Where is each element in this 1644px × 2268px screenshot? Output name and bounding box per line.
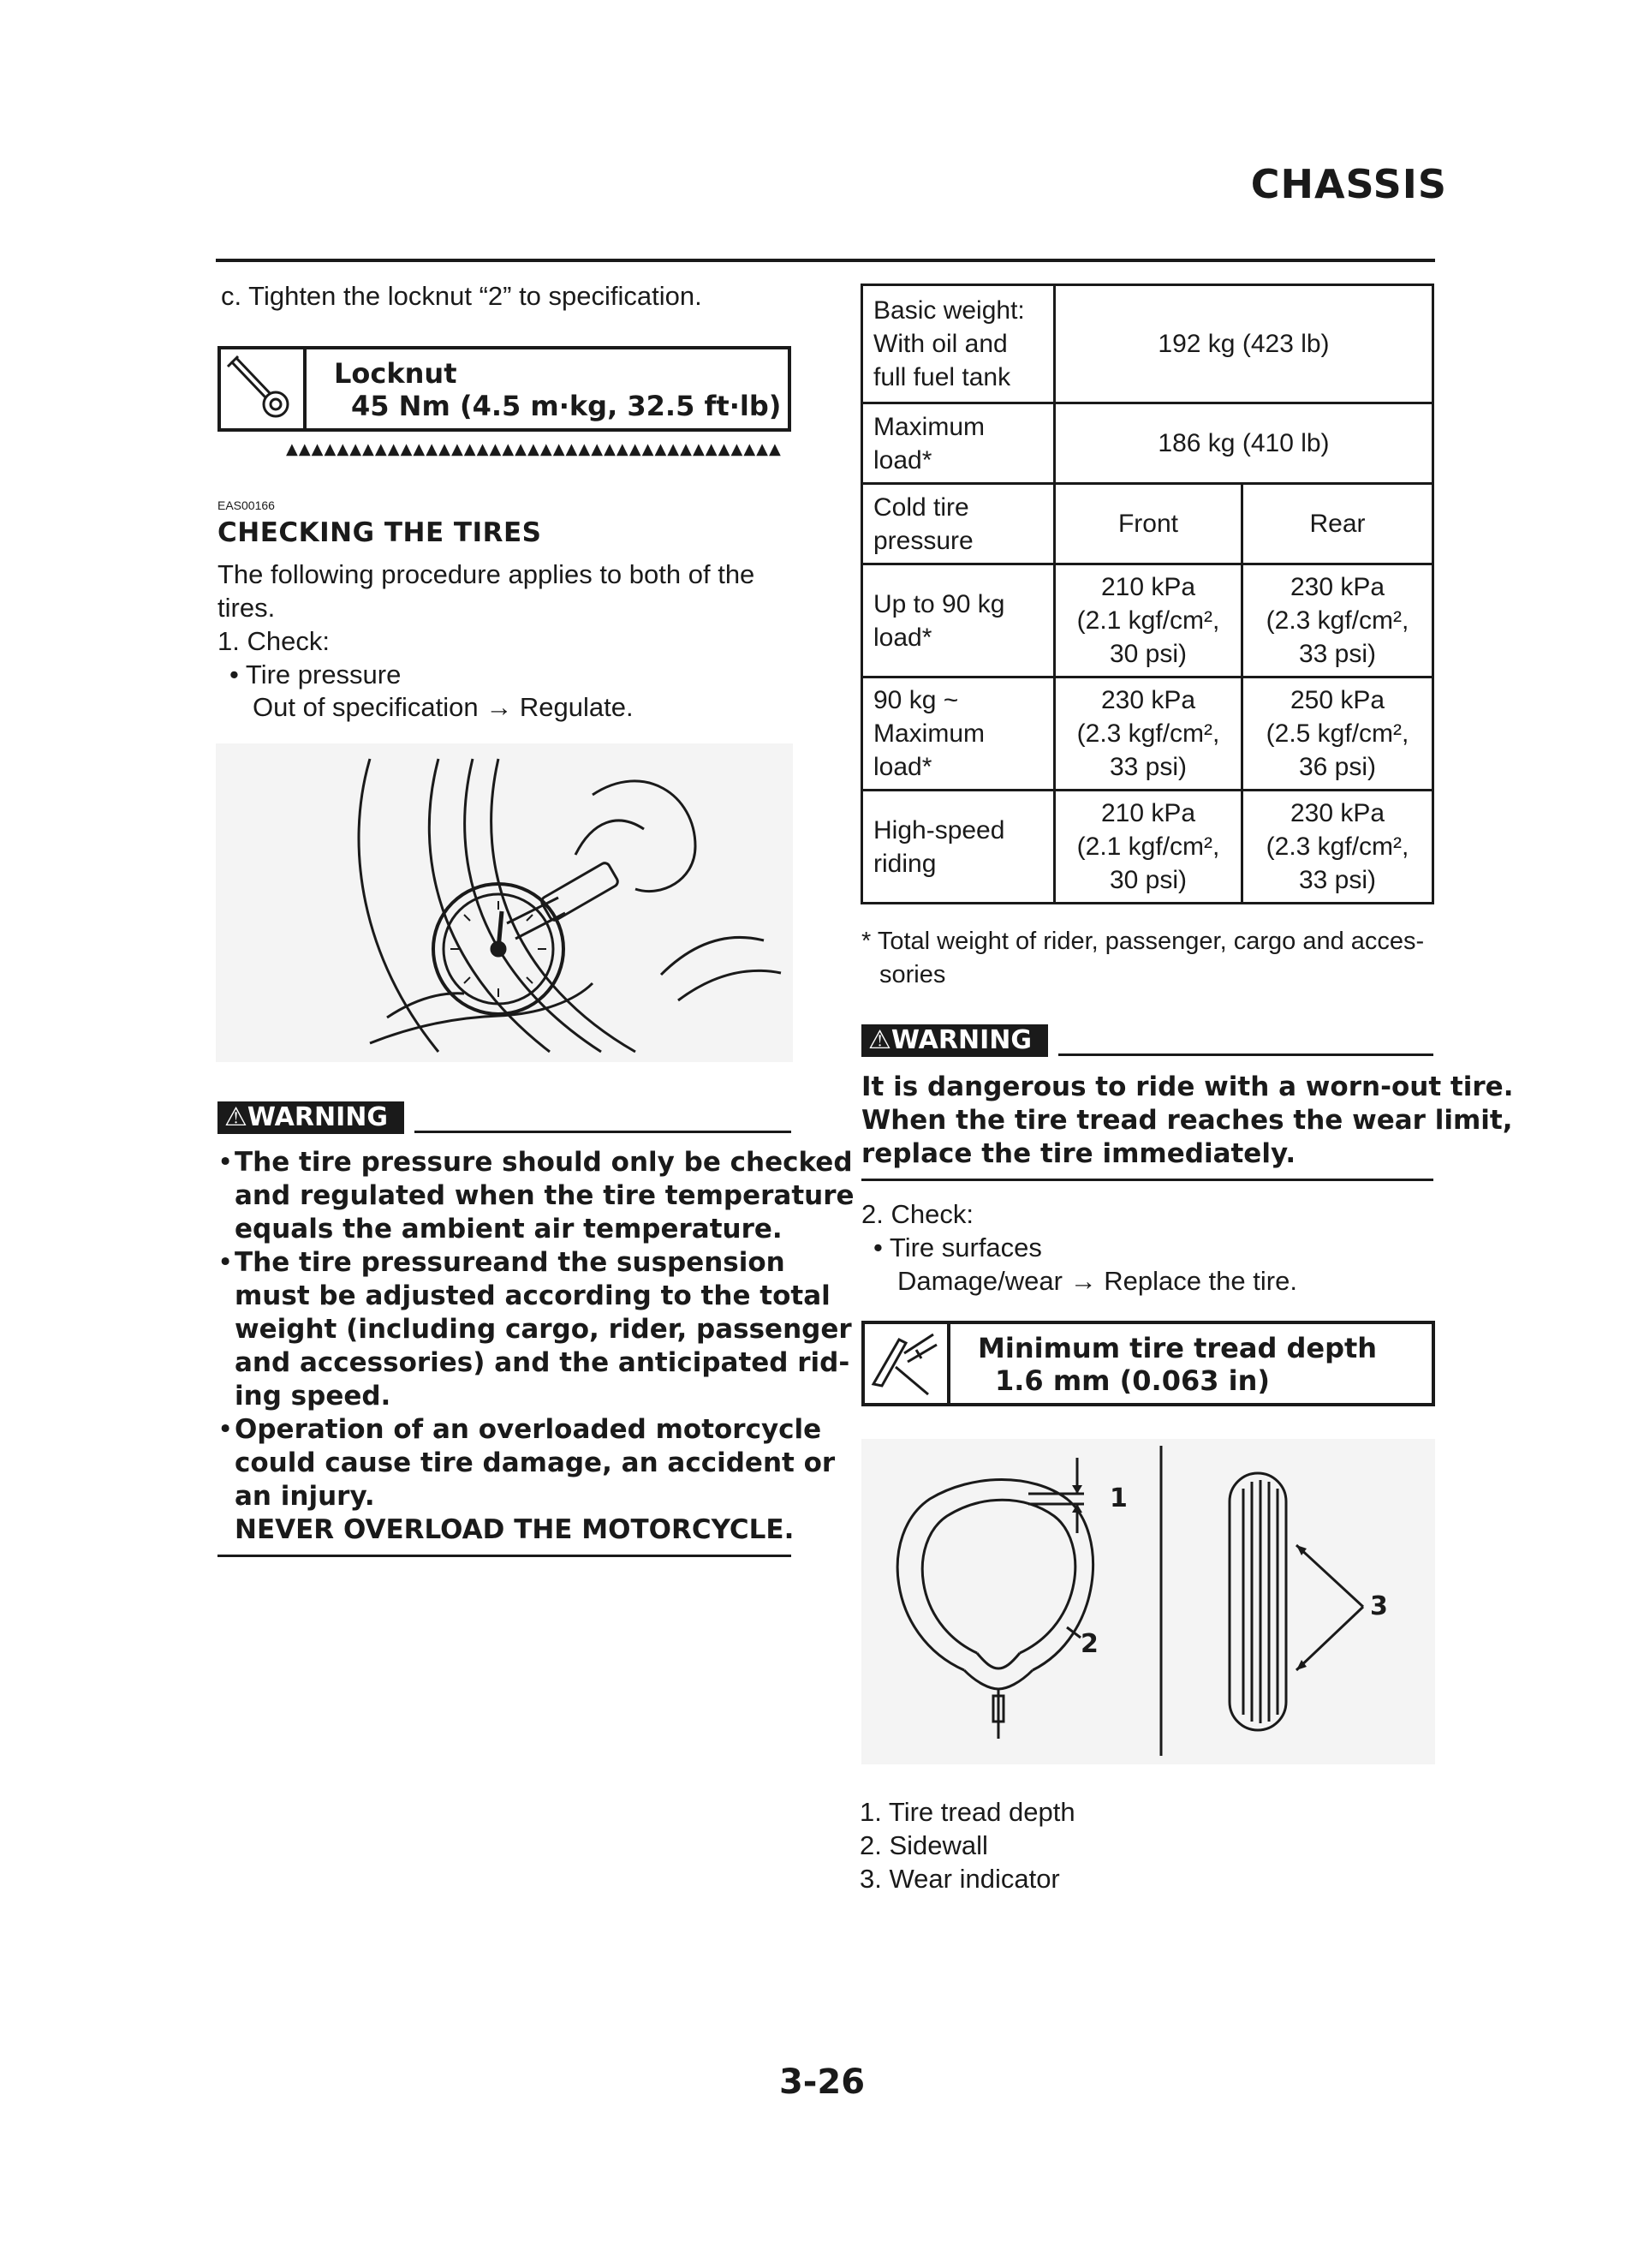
left-warning-line: and accessories) and the anticipated rid- [235,1347,850,1378]
cell-text: 30 psi) [1109,866,1188,894]
step-1-action: Out of specification → Regulate. [253,692,634,722]
right-warning-text: WARNING [890,1025,1032,1055]
table-header-rear: Rear [1242,484,1433,564]
tire-tread-illustration [861,1439,1435,1764]
right-warning-body [861,1071,1513,1171]
legend-item: 2. Sidewall [860,1830,988,1860]
locknut-spec-label: Locknut [334,357,457,390]
chapter-title: CHASSIS [1250,161,1447,207]
page-number: 3-26 [778,2062,866,2102]
legend-list [860,1795,1075,1895]
step-1-text: 1. Check: [217,626,330,656]
cell-text: With oil and [873,330,1008,358]
table-row [862,677,1433,791]
callout-1: 1 [1110,1483,1128,1513]
cell-text: load* [873,623,932,652]
cell-text: 250 kPa [1290,686,1385,714]
header-rule [216,259,1435,262]
pressure-gauge-illustration [216,743,793,1062]
cell-text: load* [873,445,932,474]
table-row [862,403,1433,484]
cell-text: load* [873,753,932,781]
right-warning-line: replace the tire immediately. [861,1138,1296,1169]
table-cell [862,564,1055,677]
cell-text: 230 kPa [1100,686,1196,714]
cell-text: 33 psi) [1298,866,1377,894]
tread-spec-value: 1.6 mm (0.063 in) [995,1364,1271,1397]
cell-text: High-speed [873,815,1005,845]
cell-text: 210 kPa [1100,573,1196,601]
warning-triangle-icon: ⚠ [224,1102,247,1132]
callout-2: 2 [1081,1629,1099,1659]
locknut-spec-box [217,346,791,432]
cell-text: 90 kg ~ [873,686,959,714]
table-cell [862,403,1055,484]
section-title: CHECKING THE TIRES [217,517,542,548]
table-footnote-line-2: sories [879,961,946,988]
left-warning-line: must be adjusted according to the total [235,1280,831,1311]
intro-line-2: tires. [217,593,276,623]
cell-text: 210 kPa [1100,799,1196,827]
table-row [862,484,1433,564]
cell-text: full fuel tank [873,363,1011,391]
step-2-action: Damage/wear → Replace the tire. [897,1266,1297,1296]
left-warning-line: The tire pressureand the suspension [235,1247,785,1278]
step-c-text: c. Tighten the locknut “2” to specification. [221,281,702,311]
tire-spec-table [861,284,1434,904]
table-cell [862,677,1055,791]
step-1-item: • Tire pressure [229,660,402,689]
cell-text: (2.3 kgf/cm², [1266,606,1409,635]
cell-text: (2.1 kgf/cm², [1076,833,1220,861]
right-warning-label [861,1024,1048,1057]
left-warning-line: The tire pressure should only be checked [235,1147,853,1178]
left-warning-line: equals the ambient air temperature. [235,1214,783,1244]
left-warning-line: NEVER OVERLOAD THE MOTORCYCLE. [235,1514,795,1545]
cell-text: Maximum [873,719,986,748]
table-cell [862,791,1055,904]
cell-text: riding [873,849,937,878]
cell-text: pressure [873,526,974,555]
right-warning-bottom-rule [861,1179,1433,1181]
table-cell [1055,677,1242,791]
step-2-text: 2. Check: [861,1199,974,1229]
legend-item: 1. Tire tread depth [860,1797,1075,1827]
cell-text: 30 psi) [1109,640,1188,668]
table-cell [1242,677,1433,791]
left-warning-header-rule [414,1131,791,1133]
table-cell: 186 kg (410 lb) [1055,403,1433,484]
table-footnote-line-1: * Total weight of rider, passenger, cargo and acces- [861,928,1425,955]
table-cell: 192 kg (423 lb) [1055,285,1433,403]
cell-text: 33 psi) [1298,640,1377,668]
cell-text: Maximum [873,412,986,441]
tread-spec-box [861,1321,1435,1406]
left-warning-bottom-rule [217,1555,791,1557]
section-code: EAS00166 [217,498,275,512]
table-cell [862,484,1055,564]
left-warning-body: • The tire pressure should only be checked and regulated when the tire temperature equals the ambient air temperature. • The tire pressureand the suspension must be adjusted according to the total weight (including cargo, rider, passenger and accessories) and the anticipated rid- ing speed. • Operation of an overloaded motorcycle could cause tire damage, an accident or an injury. NEVER OVERLOAD THE MOTORCYCLE. [217,1147,855,1545]
cell-text: 230 kPa [1290,799,1385,827]
callout-3: 3 [1370,1591,1388,1621]
cell-text: (2.3 kgf/cm², [1266,833,1409,861]
table-cell [862,285,1055,403]
cell-text: Up to 90 kg [873,589,1005,618]
table-row [862,791,1433,904]
table-header-front: Front [1055,484,1242,564]
cell-text: 36 psi) [1298,753,1377,781]
left-warning-line: weight (including cargo, rider, passenger [235,1314,852,1345]
table-row [862,564,1433,677]
right-warning-line: It is dangerous to ride with a worn-out tire. [861,1071,1514,1102]
table-cell [1055,564,1242,677]
left-warning-line: Operation of an overloaded motorcycle [235,1414,822,1445]
left-warning-line: an injury. [235,1481,375,1512]
left-warning-line: could cause tire damage, an accident or [235,1447,836,1478]
table-cell [1242,564,1433,677]
table-cell [1055,791,1242,904]
right-warning-header-rule [1058,1053,1433,1056]
locknut-spec-value: 45 Nm (4.5 m·kg, 32.5 ft·lb) [351,390,782,422]
legend-item: 3. Wear indicator [860,1864,1060,1894]
cell-text: (2.3 kgf/cm², [1076,719,1220,748]
intro-line-1: The following procedure applies to both of the [217,559,755,589]
table-row [862,285,1433,403]
cell-text: (2.1 kgf/cm², [1076,606,1220,635]
step-2-item: • Tire surfaces [873,1232,1042,1262]
spec-end-triangles: ▲▲▲▲▲▲▲▲▲▲▲▲▲▲▲▲▲▲▲▲▲▲▲▲▲▲▲▲▲▲▲▲▲▲▲▲▲▲▲ [286,442,782,457]
tread-spec-label: Minimum tire tread depth [978,1332,1378,1364]
left-warning-text: WARNING [247,1102,388,1132]
cell-text: 33 psi) [1109,753,1188,781]
right-warning-line: When the tire tread reaches the wear limit, [861,1105,1513,1136]
cell-text: Basic weight: [873,296,1025,325]
tire-diagram-graphic [861,1439,1435,1764]
cell-text: Cold tire [873,492,969,522]
left-warning-label [217,1101,404,1134]
table-cell [1242,791,1433,904]
caliper-icon [865,1324,950,1403]
cell-text: (2.5 kgf/cm², [1266,719,1409,748]
torque-wrench-icon [221,349,307,428]
left-warning-line: ing speed. [235,1381,391,1412]
cell-text: 230 kPa [1290,573,1385,601]
left-warning-line: and regulated when the tire temperature [235,1180,855,1211]
warning-triangle-icon: ⚠ [868,1025,891,1055]
